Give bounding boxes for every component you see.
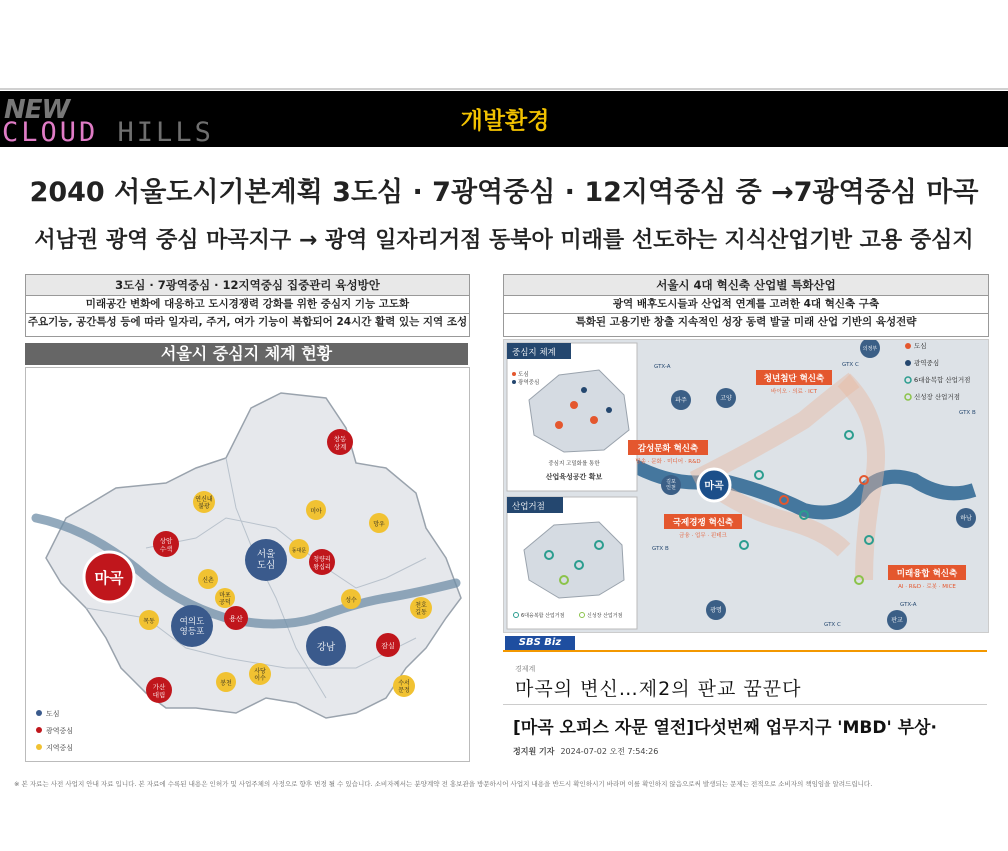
legend-gwangyeok-label: 광역중심 [46, 727, 74, 735]
inset1-legend-dot [512, 380, 516, 384]
axis1-sub: 바이오 · 의료 · ICT [771, 389, 817, 395]
axis4-sub: AI · R&D · 로봇 · MICE [898, 584, 956, 590]
inset1-legend-dot [512, 372, 516, 376]
sadang-label: 사당 이수 [254, 668, 266, 682]
inset1-dot [581, 387, 587, 393]
gtx-b-label: GTX B [959, 410, 976, 416]
sinchon-label: 신촌 [202, 577, 214, 584]
gwangmyeong-label: 광명 [710, 607, 722, 614]
inset2-legend-2: 신성장 산업거점 [587, 613, 623, 619]
sangam-label: 상암 수색 [159, 537, 173, 553]
news2-meta [513, 746, 658, 757]
footnote: ※ 본 자료는 사전 사업지 안내 자료 입니다. 본 자료에 수록된 내용은 인허가 및 사업주체의 사정으로 향후 변경 될 수 있습니다. 소비자께서는 분양계약 전 홍보관을 방문하시어 사업지 내용을 반드시 확인하시기 바라며 이를 확인하지 않음으로써 발생되는 문제는 전적으로 소비자의 책임임을 알려드립니다. [14, 780, 873, 788]
news2-reporter: 정지원 기자 [513, 747, 555, 756]
left-info-head: 3도심 · 7광역중심 · 12지역중심 집중관리 육성방안 [26, 275, 469, 296]
sbs-divider [503, 650, 987, 652]
inset1-caption2: 산업육성공간 확보 [545, 473, 603, 481]
legend-dosim-label-r: 도심 [914, 342, 927, 350]
logo-cloud: CLOUD [2, 117, 99, 148]
inset1-dot [606, 407, 612, 413]
legend-jiyeok-dot [36, 744, 42, 750]
legend-dosim-dot [36, 710, 42, 716]
axis3-sub: 금융 · 업무 · 핀테크 [679, 533, 727, 539]
seoul-center-map [25, 367, 470, 762]
right-info-line1: 광역 배후도시들과 산업적 연계를 고려한 4대 혁신축 구축 [504, 296, 988, 314]
gtx-b-label-2: GTX B [652, 546, 669, 552]
left-map-legend [36, 709, 73, 752]
cheongnyangni-label: 청량리 왕십리 [313, 556, 331, 571]
legend-gwangyeok-dot-r [905, 360, 911, 366]
legend-6-label-r: 6대융복합 산업거점 [914, 376, 971, 384]
legend-gwangyeok-label-r: 광역중심 [914, 359, 940, 367]
innovation-map-svg [504, 340, 988, 632]
magok-label: 마곡 [94, 569, 124, 587]
uijeongbu-label: 의정부 [862, 346, 878, 352]
yongsan-label: 용산 [229, 615, 243, 623]
magok-label-right: 마곡 [704, 481, 724, 492]
yeouido-label: 여의도 영등포 [179, 617, 205, 637]
mangu-label: 망우 [373, 521, 385, 528]
inset1-dot [590, 416, 598, 424]
logo-new: NEW [4, 95, 70, 125]
legend-new-label-r: 신성장 산업거점 [914, 393, 961, 401]
left-map-title: 서울시 중심지 체계 현황 [25, 343, 468, 365]
logo-hills: HILLS [117, 117, 214, 148]
right-info-head: 서울시 4대 혁신축 산업별 특화산업 [504, 275, 988, 296]
mapo-label: 마포 공덕 [219, 592, 231, 606]
pangyo-label: 판교 [891, 617, 903, 624]
axis1-name: 청년첨단 혁신축 [763, 374, 825, 384]
legend-gwangyeok-dot [36, 727, 42, 733]
header-title: 개발환경 [460, 108, 550, 134]
hanam-label: 하남 [960, 515, 972, 522]
paju-label: 파주 [675, 397, 687, 404]
gimpo-label: 김포 인천 [666, 479, 676, 491]
innovation-axis-map [503, 339, 989, 633]
gangnam-label: 강남 [316, 642, 336, 653]
legend-dosim-label: 도심 [46, 710, 60, 718]
yeonsin-label: 연신내 불광 [195, 496, 213, 510]
news2-date: 2024-07-02 오전 7:54:26 [560, 747, 659, 756]
inset1-dot [555, 421, 563, 429]
gtx-c-label-2: GTX C [824, 622, 841, 628]
changdong-label: 창동 상계 [333, 435, 347, 451]
gtx-c-label: GTX C [842, 362, 859, 368]
bongcheon-label: 봉천 [220, 680, 232, 687]
right-info-line2: 특화된 고용기반 창출 지속적인 성장 동력 발굴 미래 산업 기반의 육성전략 [575, 316, 917, 328]
main-title: 2040 서울도시기본계획 3도심 · 7광역중심 · 12지역중심 중 →7광역중심 마곡 [29, 177, 979, 208]
inset1-dot [570, 401, 578, 409]
seoul-map-svg [26, 368, 469, 761]
axis2-name: 감성문화 혁신축 [637, 444, 699, 454]
gasan-label: 가산 대림 [152, 683, 166, 699]
dongdaemun-label: 동대문 [291, 548, 307, 554]
news1-rule [503, 704, 987, 705]
suseo-label: 수서 문정 [398, 680, 410, 694]
top-divider [0, 88, 1008, 90]
seoul-dosim-label: 서울 도심 [256, 549, 276, 571]
axis2-sub: 방송 · 문화 · 미디어 · R&D [635, 459, 701, 465]
gtx-a-label-2: GTX-A [900, 602, 917, 608]
inset2-title: 산업거점 [512, 502, 545, 512]
inset2-legend-1: 6대융복합 산업거점 [521, 613, 565, 619]
axis4-name: 미래융합 혁신축 [896, 569, 958, 579]
legend-jiyeok-label: 지역중심 [46, 744, 74, 752]
inset1-caption1: 중심지 고밀화를 통한 [548, 461, 600, 467]
news2-headline[interactable]: [마곡 오피스 자문 열전]다섯번째 업무지구 'MBD' 부상· [513, 718, 937, 738]
goyang-label: 고양 [720, 395, 732, 402]
inset1-legend-2: 광역중심 [518, 380, 540, 386]
sub-title: 서남권 광역 중심 마곡지구 → 광역 일자리거점 동북아 미래를 선도하는 지식산업기반 고용 중심지 [34, 228, 974, 253]
gtx-a-label: GTX-A [654, 364, 671, 370]
logo-cloud-hills [2, 117, 214, 148]
inset1-title: 중심지 체계 [512, 348, 556, 358]
sbs-biz-logo: SBS Biz [505, 636, 575, 650]
jamsil-label: 잠실 [381, 642, 395, 650]
mokdong-label: 목동 [143, 618, 155, 625]
left-info-line2: 주요기능, 공간특성 등에 따라 일자리, 주거, 여가 기능이 복합되어 24시간 활력 있는 지역 조성 [27, 316, 468, 328]
news1-headline[interactable]: 마곡의 변신…제2의 판교 꿈꾼다 [515, 678, 802, 700]
legend-dosim-dot-r [905, 343, 911, 349]
right-info-box [503, 274, 989, 337]
cheonho-label: 천호 길동 [415, 602, 427, 616]
left-info-line1: 미래공간 변화에 대응하고 도시경쟁력 강화를 위한 중심지 기능 고도화 [26, 296, 469, 314]
inset1-legend-1: 도심 [518, 372, 529, 378]
news1-source: 경제계 [515, 665, 536, 673]
axis3-name: 국제경쟁 혁신축 [672, 518, 734, 528]
left-info-box [25, 274, 470, 337]
seongsu-label: 성수 [345, 597, 357, 604]
mia-label: 미아 [310, 508, 322, 515]
